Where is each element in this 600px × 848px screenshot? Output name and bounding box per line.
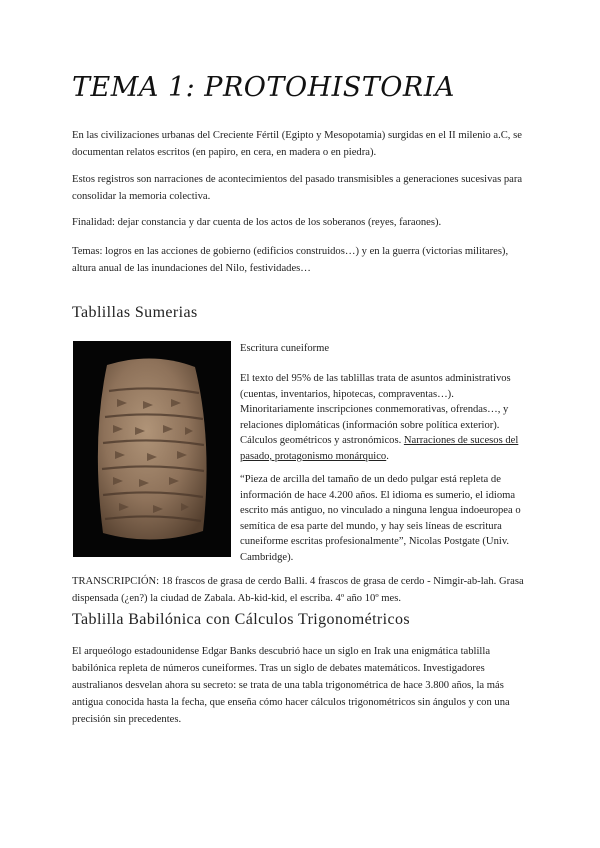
intro-paragraph-4: Temas: logros en las acciones de gobierno (edificios construidos…) y en la guerra (victorias militares), altura anual de las inundaciones del Nilo, festividades… — [72, 246, 509, 274]
tablet-subheading: Escritura cuneiforme — [240, 343, 330, 354]
cuneiform-tablet-image — [73, 341, 231, 557]
tablet-description-text: El texto del 95% de las tablillas trata de asuntos administrativos (cuentas, inventarios, hipotecas, compraventas…). Minoritariamente inscripciones conmemorativas, ofrendas…, y relaciones diplomáticas (información sobre política exterior). Cálculos geométricos y astronómicos. — [240, 373, 511, 447]
tablet-quote: “Pieza de arcilla del tamaño de un dedo pulgar está repleta de información de hace 4.200 años. El idioma es sumerio, el idioma escrito más antiguo, no vinculado a ninguna lengua indoeuropea o semítica de esa parte del mundo, y hay seis líneas de escritura cuneiforme escritas profesionalmente”, Nicolas Postgate (Univ. Cambridge). — [240, 474, 521, 563]
tablet-description-end: . — [386, 450, 389, 462]
section-heading-babylonian: Tablilla Babilónica con Cálculos Trigonométricos — [72, 611, 411, 628]
intro-paragraph-3: Finalidad: dejar constancia y dar cuenta de los actos de los soberanos (reyes, faraones). — [72, 217, 442, 228]
intro-paragraph-1: En las civilizaciones urbanas del Creciente Fértil (Egipto y Mesopotamia) surgidas en el II milenio a.C, se documentan relatos escritos (en papiro, en cera, en madera o en piedra). — [72, 130, 522, 158]
tablet-description — [240, 371, 528, 465]
transcription: TRANSCRIPCIÓN: 18 frascos de grasa de cerdo Balli. 4 frascos de grasa de cerdo - Nimgir-ab-lah. Grasa dispensada (¿en?) la ciudad de Zabala. Ab-kid-kid, el escriba. 4º año 10º mes. — [72, 576, 524, 604]
narratives-underlined: Narraciones de sucesos del pasado, protagonismo monárquico — [240, 435, 519, 462]
babylonian-paragraph: El arqueólogo estadounidense Edgar Banks descubrió hace un siglo en Irak una enigmática tablilla babilónica repleta de números cuneiformes. Tras un siglo de debates matemáticos. Investigadores australianos desvelan ahora su secreto: se trata de una tabla trigonométrica de hace 3.800 años, la más antigua conocida hasta la fecha, que enseña cómo hacer cálculos trigonométricos sin ángulos y con una precisión sin precedentes. — [72, 646, 510, 725]
page-title: TEMA 1: PROTOHISTORIA — [72, 72, 455, 103]
intro-paragraph-2: Estos registros son narraciones de acontecimientos del pasado transmisibles a generaciones sucesivas para consolidar la memoria colectiva. — [72, 174, 523, 202]
section-heading-sumerian: Tablillas Sumerias — [72, 304, 198, 321]
